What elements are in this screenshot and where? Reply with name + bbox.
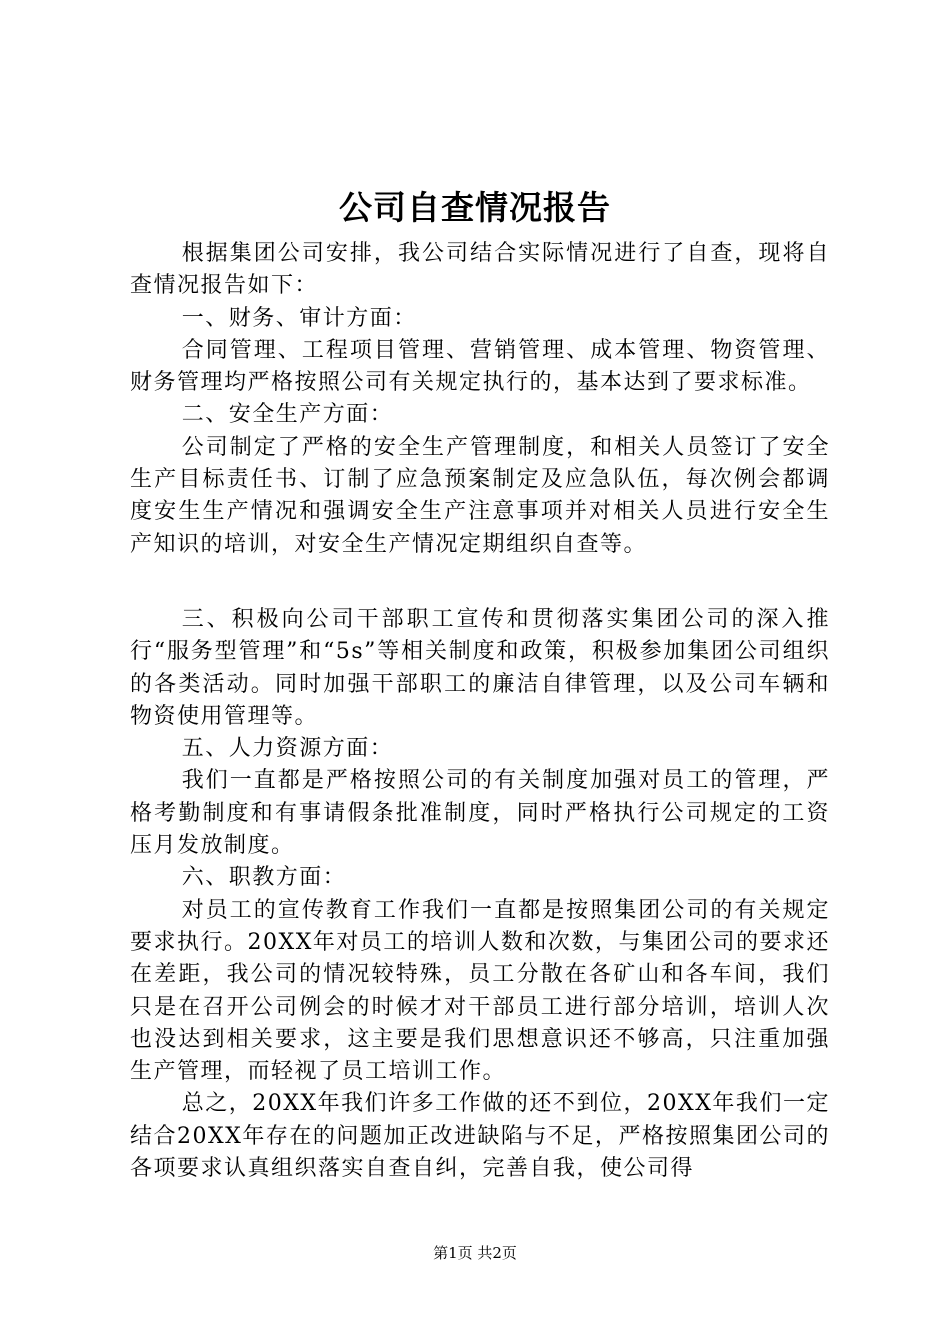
paragraph-hr: 我们一直都是严格按照公司的有关制度加强对员工的管理，严格考勤制度和有事请假条批准制度，同时严格执行公司规定的工资压月发放制度。	[130, 768, 830, 859]
paragraph-finance: 合同管理、工程项目管理、营销管理、成本管理、物资管理、财务管理均严格按照公司有关规定执行的，基本达到了要求标准。	[130, 337, 830, 396]
document-body	[130, 238, 830, 1185]
document-title: 公司自查情况报告	[339, 188, 611, 227]
section-heading-training: 六、职教方面：	[181, 865, 347, 891]
section-heading-finance: 一、财务、审计方面：	[181, 305, 417, 331]
paragraph-summary: 总之，20XX年我们许多工作做的还不到位，20XX年我们一定结合20XX年存在的问题加正改进缺陷与不足，严格按照集团公司的各项要求认真组织落实自查自纠，完善自我，使公司得	[130, 1091, 830, 1182]
section-heading-safety: 二、安全生产方面：	[181, 402, 394, 428]
paragraph-training: 对员工的宣传教育工作我们一直都是按照集团公司的有关规定要求执行。20XX年对员工的培训人数和次数，与集团公司的要求还在差距，我公司的情况较特殊，员工分散在各矿山和各车间，我们只是在召开公司例会的时候才对干部员工进行部分培训，培训人次也没达到相关要求，这主要是我们思想意识还不够高，只注重加强生产管理，而轻视了员工培训工作。	[130, 897, 830, 1085]
page-number-footer: 第1页 共2页	[433, 1244, 517, 1262]
paragraph-spacer	[130, 561, 830, 604]
section-heading-hr: 五、人力资源方面：	[181, 736, 394, 762]
paragraph-safety: 公司制定了严格的安全生产管理制度，和相关人员签订了安全生产目标责任书、订制了应急预案制定及应急队伍，每次例会都调度安生生产情况和强调安全生产注意事项并对相关人员进行安全生产知识的培训，对安全生产情况定期组织自查等。	[130, 434, 830, 557]
paragraph-intro: 根据集团公司安排，我公司结合实际情况进行了自查，现将自查情况报告如下：	[130, 241, 830, 299]
paragraph-section-three: 三、积极向公司干部职工宣传和贯彻落实集团公司的深入推行“服务型管理”和“5s”等相关制度和政策，积极参加集团公司组织的各类活动。同时加强干部职工的廉洁自律管理，以及公司车辆和物资使用管理等。	[130, 606, 830, 729]
